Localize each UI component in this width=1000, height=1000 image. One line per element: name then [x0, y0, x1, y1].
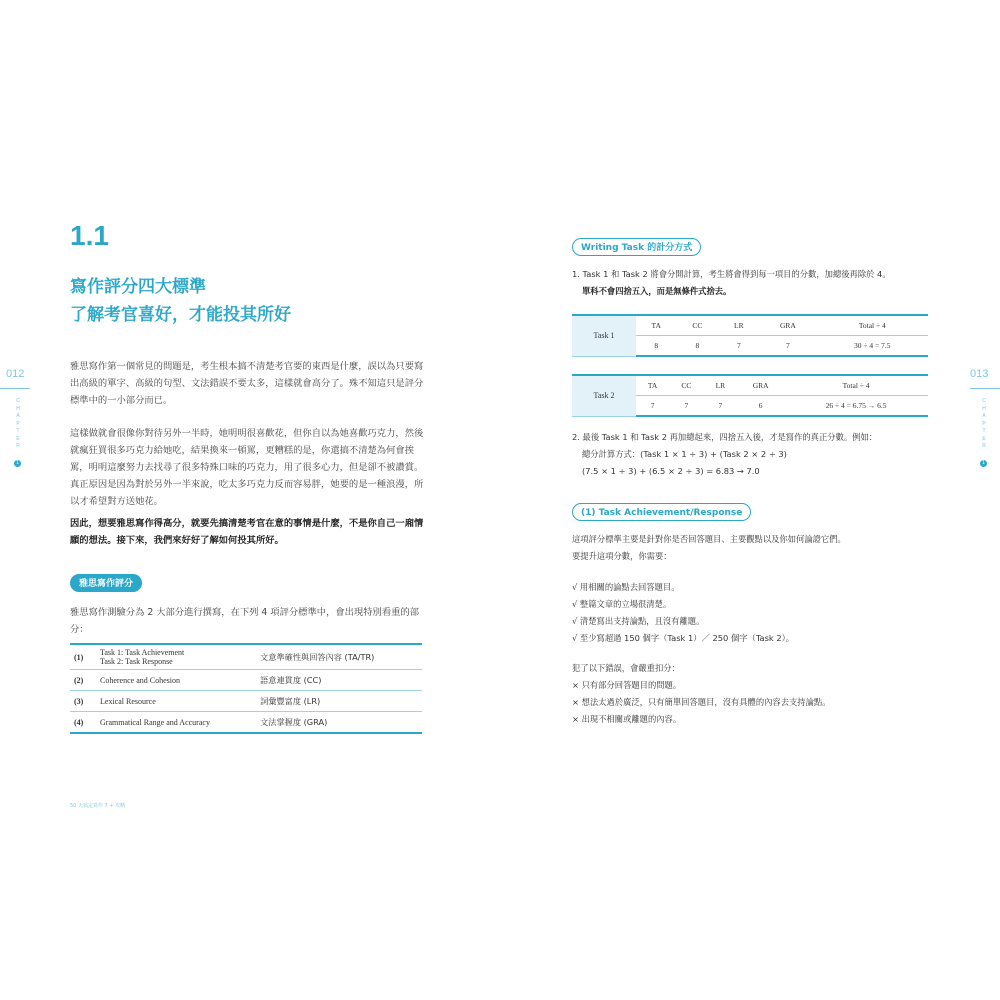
criteria-chinese: 詞彙豐富度 (LR) — [256, 691, 422, 712]
score-header: LR — [704, 375, 738, 396]
criteria-english: Coherence and Cohesion — [96, 670, 256, 691]
score-value: 7 — [636, 396, 669, 417]
task-achievement-pill: (1) Task Achievement/Response — [572, 503, 751, 521]
score-header-row — [572, 315, 928, 336]
item2-line1: 2. 最後 Task 1 和 Task 2 再加總起來，四捨五入後，才是寫作的真正分數。例如： — [572, 432, 878, 442]
score-header: Total ÷ 4 — [784, 375, 928, 396]
criteria-english: Lexical Resource — [96, 691, 256, 712]
error-item: × 想法太過於廣泛，只有簡單回答題目，沒有具體的內容去支持論點。 — [572, 697, 831, 707]
task1-label: Task 1 — [572, 315, 636, 356]
score-header: CC — [669, 375, 703, 396]
task1-score-table — [572, 314, 928, 357]
ta-desc-line2: 要提升這項分數，你需要： — [572, 551, 672, 561]
section-number: 1.1 — [70, 220, 109, 251]
score-header: TA — [636, 375, 669, 396]
criteria-english: Grammatical Range and Accuracy — [96, 712, 256, 734]
criteria-chinese: 語意連貫度 (CC) — [256, 670, 422, 691]
chapter-label-left: C H A P T E R — [16, 398, 20, 449]
criteria-chinese: 文法掌握度 (GRA) — [256, 712, 422, 734]
check-item: √ 至少寫超過 150 個字（Task 1）／ 250 個字（Task 2）。 — [572, 633, 795, 643]
criteria-number: (3) — [70, 691, 96, 712]
writing-task-scoring-pill: Writing Task 的計分方式 — [572, 238, 701, 256]
score-total: 30 ÷ 4 = 7.5 — [817, 336, 928, 357]
criteria-number: (1) — [70, 644, 96, 670]
criteria-row — [70, 691, 422, 712]
error-item: × 只有部分回答題目的問題。 — [572, 680, 682, 690]
side-divider-left — [0, 388, 30, 389]
task2-score-table — [572, 374, 928, 417]
score-value: 8 — [676, 336, 718, 357]
criteria-row — [70, 644, 422, 670]
criteria-number: (4) — [70, 712, 96, 734]
criteria-row — [70, 670, 422, 691]
score-value: 7 — [718, 336, 759, 357]
score-header-row — [572, 375, 928, 396]
item1-line1: 1. Task 1 和 Task 2 將會分開計算，考生將會得到每一項目的分數，加總後再除於 4。 — [572, 269, 891, 279]
item2-line2: 總分計算方式：(Task 1 × 1 ÷ 3) + (Task 2 × 2 ÷ 3) — [582, 449, 787, 459]
score-total: 26 ÷ 4 = 6.75 → 6.5 — [784, 396, 928, 417]
ielts-scoring-pill: 雅思寫作評分 — [70, 574, 142, 592]
chapter-number-right: 1 — [980, 460, 987, 467]
check-item: √ 清楚寫出支持論點，且沒有離題。 — [572, 616, 705, 626]
page-footer: 50 天搞定寫作 7 + 攻略 — [70, 803, 126, 809]
chapter-label-right: C H A P T E R — [982, 398, 986, 449]
error-item: × 出現不相關或離題的內容。 — [572, 714, 682, 724]
check-item: √ 整篇文章的立場很清楚。 — [572, 599, 672, 609]
score-header: LR — [718, 315, 759, 336]
score-value: 6 — [737, 396, 784, 417]
score-value: 8 — [636, 336, 676, 357]
score-header: CC — [676, 315, 718, 336]
section-title-line2: 了解考官喜好，才能投其所好 — [70, 305, 291, 325]
ta-desc-line1: 這項評分標準主要是針對你是否回答題目、主要觀點以及你如何論證它們。 — [572, 534, 846, 544]
conclusion-paragraph: 因此，想要雅思寫作得高分，就要先搞清楚考官在意的事情是什麼，不是你自己一廂情願的想法。接下來，我們來好好了解如何投其所好。 — [70, 518, 424, 546]
analogy-paragraph: 這樣做就會很像你對待另外一半時，她明明很喜歡花，但你自以為她喜歡巧克力，然後就瘋狂買很多巧克力給她吃，結果換來一頓罵，更糟糕的是，你還搞不清楚為何會挨罵，明明這麼努力去找尋了很多特殊口味的巧克力，用了很多心力，但是卻不被讚賞。真正原因是因為對於另外一半來說，吃太多巧克力反而容易胖，她要的是一種浪漫，所以才希望對方送她花。 — [70, 428, 424, 507]
criteria-intro-paragraph: 雅思寫作測驗分為 2 大部分進行撰寫，在下列 4 項評分標準中，會出現特別看重的部分： — [70, 607, 420, 635]
score-value: 7 — [704, 396, 738, 417]
criteria-number: (2) — [70, 670, 96, 691]
score-header: Total ÷ 4 — [817, 315, 928, 336]
item1-line2: 單科不會四捨五入，而是無條件式捨去。 — [582, 286, 732, 296]
page-number-right: 013 — [970, 368, 989, 380]
criteria-english — [96, 644, 256, 670]
item2-line3: (7.5 × 1 ÷ 3) + (6.5 × 2 ÷ 3) = 6.83 → 7.0 — [582, 466, 760, 476]
score-header: GRA — [737, 375, 784, 396]
score-value: 7 — [759, 336, 816, 357]
side-divider-right — [970, 388, 1000, 389]
errors-intro: 犯了以下錯誤，會嚴重扣分： — [572, 663, 680, 673]
intro-paragraph: 雅思寫作第一個常見的問題是，考生根本搞不清楚考官要的東西是什麼，誤以為只要寫出高級的單字、高級的句型、文法錯誤不要太多，這樣就會高分了。殊不知這只是評分標準中的一小部分而已。 — [70, 361, 424, 406]
criteria-english-line1: Task 1: Task Achievement — [100, 648, 185, 657]
score-value: 7 — [669, 396, 703, 417]
criteria-chinese: 文意準確性與回答內容 (TA/TR) — [256, 644, 422, 670]
criteria-table — [70, 643, 422, 734]
page-number-left: 012 — [6, 368, 25, 380]
score-header: TA — [636, 315, 676, 336]
criteria-english-line2: Task 2: Task Response — [100, 657, 173, 666]
section-title-line1: 寫作評分四大標準 — [70, 277, 206, 297]
criteria-row — [70, 712, 422, 734]
score-header: GRA — [759, 315, 816, 336]
check-item: √ 用相關的論點去回答題目。 — [572, 582, 680, 592]
chapter-number-left: 1 — [14, 460, 21, 467]
task2-label: Task 2 — [572, 375, 636, 416]
